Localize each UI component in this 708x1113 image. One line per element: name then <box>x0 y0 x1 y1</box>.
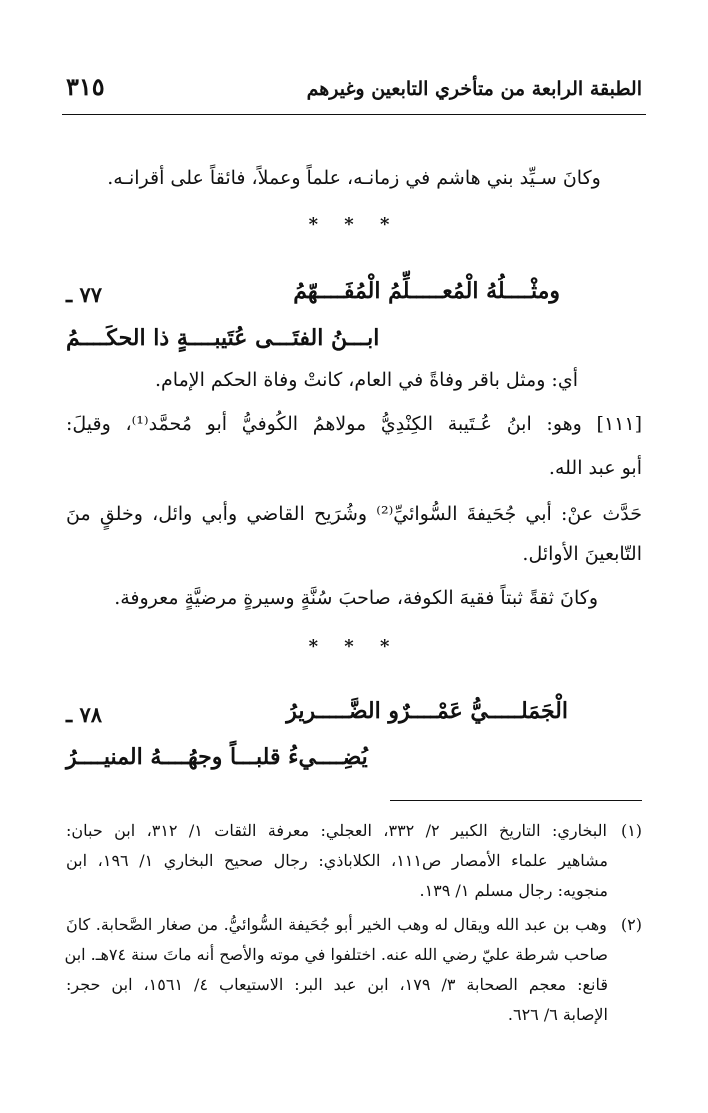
biography-line: حَدَّث عنْ: أبي جُحَيفةَ السُّوائيِّ⁽²⁾ وشُرَيح القاضي وأبي وائل، وخلقٍ منَ <box>66 503 643 525</box>
poem-verse: ومثْــــلُهُ الْمُعـــــلِّمُ الْمُفَــــهّمُ <box>293 278 560 304</box>
poem-verse: يُضِــــيءُ قلبـــاً وجهُــــهُ المنيــــرُ <box>66 744 368 770</box>
running-header-title: الطبقة الرابعة من متأخري التابعين وغيرهم <box>306 78 642 100</box>
body-line: أي: ومثل باقر وفاةً في العام، كانتْ وفاة الحكم الإمام. <box>154 369 578 391</box>
separator-stars: * * * <box>308 214 400 235</box>
footnote-line: الإصابة ٦/ ٦٢٦. <box>507 1005 608 1024</box>
poem-verse: ابـــنُ الفتَـــى عُتَيبــــةٍ ذا الحكَــــمُ <box>66 325 380 351</box>
header-rule <box>62 114 646 115</box>
body-line: وكانَ سـيِّد بني هاشم في زمانـه، علماً وعملاً، فائقاً على أقرانـه. <box>107 167 601 189</box>
footnote-marker: (١) <box>620 821 643 840</box>
poem-number: ٧٨ ـ <box>66 702 103 727</box>
biography-line: وكانَ ثقةً ثبتاً فقيهَ الكوفة، صاحبَ سُنَّةٍ وسيرةٍ مرضيَّةٍ معروفة. <box>114 587 598 609</box>
biography-line: التّابعينَ الأوائل. <box>522 543 642 565</box>
footnote-marker: (٢) <box>620 915 642 934</box>
footnote-text: وهب بن عبد الله ويقال له وهب الخير أبو جُحَيفة السُّوائيُّ. من صغار الصَّحابة. كانَ <box>66 915 607 934</box>
poem-verse: الْجَمَلـــــيُّ عَمْــــرٌو الضَّـــــريرُ <box>286 698 568 724</box>
footnote-line: منجويه: رجال مسلم ١/ ١٣٩. <box>419 881 608 900</box>
page-number: ٣١٥ <box>66 72 105 101</box>
footnote-text: البخاري: التاريخ الكبير ٢/ ٣٣٢، العجلي: معرفة الثقات ١/ ٣١٢، ابن حبان: <box>66 821 607 840</box>
footnote-line <box>66 910 642 940</box>
footnote-line: صاحب شرطة عليّ رضي الله عنه. اختلفوا في موته والأصح أنه ماتَ سنة ٧٤هـ. ابن <box>64 945 608 964</box>
biography-line: [١١١] وهو: ابنُ عُـتَيبة الكِنْدِيُّ مولاهمُ الكُوفيُّ أبو مُحمَّد⁽¹⁾، وقيلَ: <box>66 413 642 435</box>
separator-stars: * * * <box>308 636 400 657</box>
footnote-line: مشاهير علماء الأمصار ص١١١، الكلاباذي: رجال صحيح البخاري ١/ ١٩٦، ابن <box>66 851 609 870</box>
footnote-line <box>66 816 642 846</box>
biography-line: أبو عبد الله. <box>548 457 642 479</box>
poem-number: ٧٧ ـ <box>66 282 103 307</box>
footnote-line: قانع: معجم الصحابة ٣/ ١٧٩، ابن عبد البر: الاستيعاب ٤/ ١٥٦١، ابن حجر: <box>66 975 608 994</box>
footnote-rule <box>390 800 642 801</box>
